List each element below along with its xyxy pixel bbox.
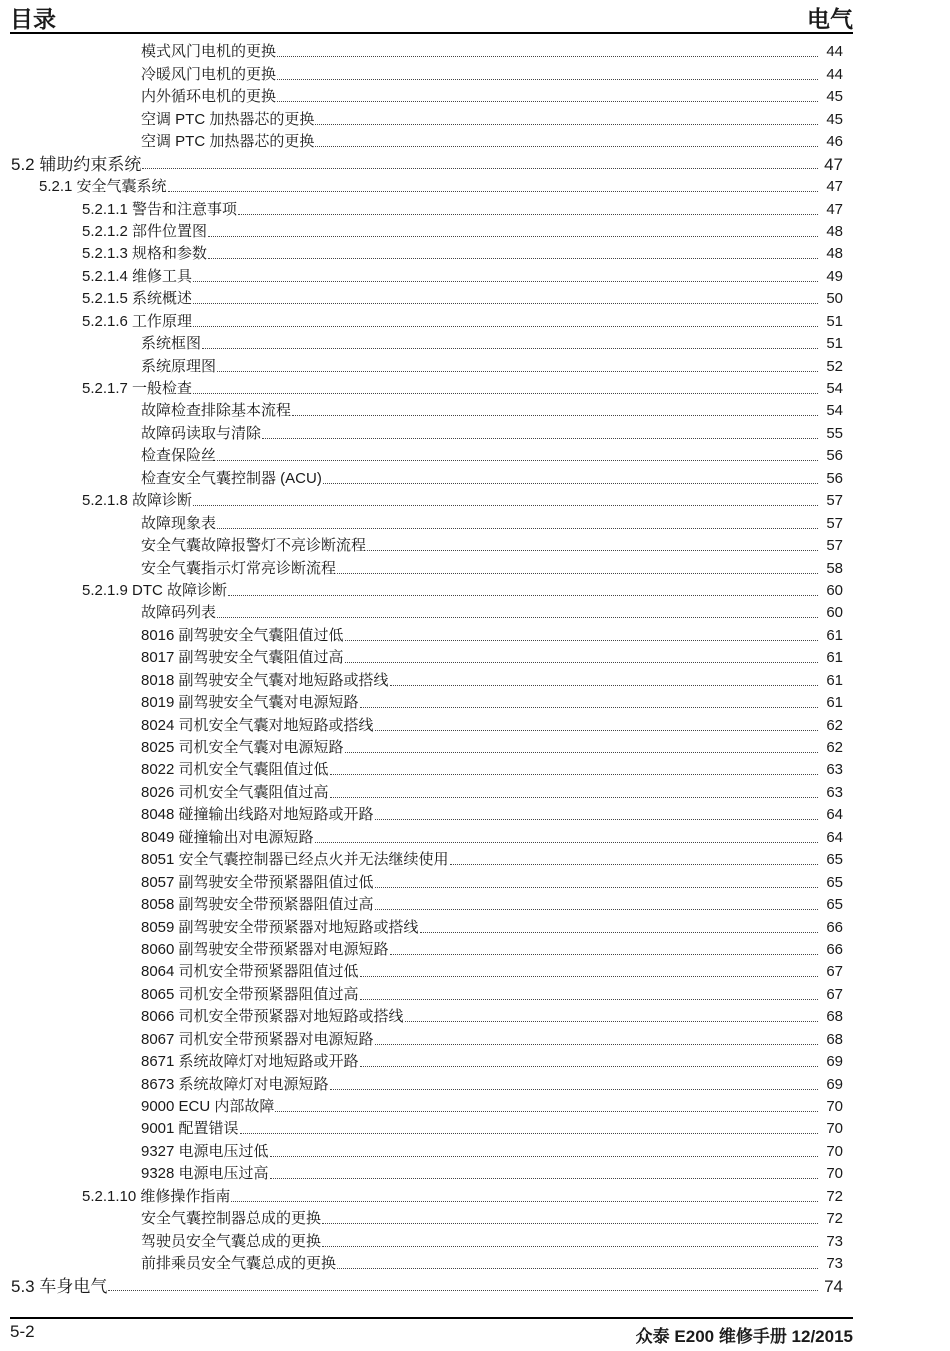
dot-leader	[323, 482, 818, 484]
toc-entry[interactable]	[141, 85, 843, 107]
toc-entry-page: 61	[826, 694, 843, 712]
toc-entry[interactable]	[141, 601, 843, 623]
toc-entry-page: 62	[826, 716, 843, 734]
toc-entry-title: 空调 PTC 加热器芯的更换	[141, 133, 315, 151]
toc-entry[interactable]	[141, 444, 843, 466]
dot-leader	[375, 886, 818, 888]
dot-leader	[330, 796, 818, 798]
toc-entry-title: 故障码列表	[141, 604, 217, 622]
dot-leader	[217, 459, 818, 461]
toc-entry-page: 72	[826, 1210, 843, 1228]
toc-entry-title: 8051 安全气囊控制器已经点火并无法继续使用	[141, 851, 449, 869]
toc-entry[interactable]	[141, 1207, 843, 1229]
toc-entry[interactable]	[141, 803, 843, 825]
header-section-label: 目录	[10, 6, 56, 32]
dot-leader	[420, 931, 818, 933]
toc-entry-page: 63	[826, 783, 843, 801]
toc-entry-title: 8057 副驾驶安全带预紧器阻值过低	[141, 873, 374, 891]
toc-entry-page: 45	[826, 88, 843, 106]
toc-entry[interactable]	[141, 780, 843, 802]
toc-entry-page: 48	[826, 245, 843, 263]
dot-leader	[262, 437, 818, 439]
toc-entry-page: 62	[826, 739, 843, 756]
toc-entry-title: 5.2.1.8 故障诊断	[82, 492, 193, 510]
toc-entry-title: 5.3 车身电气	[11, 1276, 108, 1296]
toc-entry-title: 9001 配置错误	[141, 1120, 239, 1138]
toc-entry-title: 8018 副驾驶安全气囊对地短路或搭线	[141, 671, 389, 689]
toc-entry[interactable]	[39, 175, 843, 197]
toc-entry-page: 47	[826, 178, 843, 196]
toc-entry-title: 5.2.1.3 规格和参数	[82, 245, 208, 263]
toc-entry-page: 60	[826, 581, 843, 599]
toc-entry[interactable]	[141, 1027, 843, 1049]
toc-entry-title: 驾驶员安全气囊总成的更换	[141, 1232, 322, 1250]
dot-leader	[337, 572, 818, 574]
toc-entry-page: 70	[826, 1142, 843, 1160]
toc-entry-title: 5.2.1.9 DTC 故障诊断	[82, 581, 228, 599]
toc-entry[interactable]	[82, 377, 843, 399]
toc-entry-page: 70	[826, 1120, 843, 1138]
toc-entry[interactable]	[141, 556, 843, 578]
toc-entry-title: 8058 副驾驶安全带预紧器阻值过高	[141, 896, 374, 914]
toc-entry[interactable]	[141, 870, 843, 892]
page-header	[10, 0, 853, 34]
toc-entry[interactable]	[141, 40, 843, 62]
toc-entry[interactable]	[141, 466, 843, 488]
toc-entry-title: 5.2.1.5 系统概述	[82, 290, 193, 308]
dot-leader	[193, 392, 818, 394]
toc-entry-page: 57	[826, 492, 843, 510]
toc-entry[interactable]	[141, 915, 843, 937]
dot-leader	[405, 1020, 818, 1022]
toc-entry-title: 8019 副驾驶安全气囊对电源短路	[141, 694, 359, 712]
toc-entry-page: 73	[826, 1255, 843, 1273]
toc-entry-title: 故障检查排除基本流程	[141, 402, 292, 420]
toc-entry-page: 57	[826, 537, 843, 555]
toc-entry[interactable]	[141, 848, 843, 870]
toc-entry-title: 8049 碰撞输出对电源短路	[141, 828, 314, 846]
toc-entry-page: 44	[826, 43, 843, 61]
toc-entry-page: 61	[826, 671, 843, 689]
toc-entry[interactable]	[141, 960, 843, 982]
dot-leader	[390, 684, 818, 686]
dot-leader	[322, 1245, 818, 1247]
toc-entry-title: 8025 司机安全气囊对电源短路	[141, 739, 344, 756]
dot-leader	[193, 302, 818, 304]
toc-entry-title: 故障现象表	[141, 514, 217, 532]
toc-entry-page: 49	[826, 267, 843, 285]
toc-entry-title: 8016 副驾驶安全气囊阻值过低	[141, 626, 344, 644]
toc-entry-page: 52	[826, 357, 843, 375]
dot-leader	[375, 1043, 818, 1045]
footer-page-number: 5-2	[10, 1322, 35, 1341]
toc-entry-title: 8022 司机安全气囊阻值过低	[141, 761, 329, 779]
toc-entry[interactable]	[141, 623, 843, 645]
dot-leader	[275, 1110, 818, 1112]
toc-entry[interactable]	[141, 938, 843, 960]
toc-entry[interactable]	[82, 197, 843, 219]
dot-leader	[360, 706, 818, 708]
toc-entry-page: 73	[826, 1232, 843, 1250]
toc-entry[interactable]	[141, 691, 843, 713]
dot-leader	[292, 414, 818, 416]
dot-leader	[360, 998, 818, 1000]
toc-entry-page: 55	[826, 424, 843, 442]
toc-entry[interactable]	[11, 1274, 843, 1296]
dot-leader	[360, 975, 818, 977]
toc-entry[interactable]	[82, 242, 843, 264]
toc-entry-title: 安全气囊故障报警灯不亮诊断流程	[141, 537, 367, 555]
toc-entry[interactable]	[141, 1252, 843, 1274]
toc-entry-page: 70	[826, 1165, 843, 1183]
toc-entry-title: 系统框图	[141, 335, 202, 353]
dot-leader	[231, 1200, 818, 1202]
toc-entry[interactable]	[141, 825, 843, 847]
dot-leader	[277, 55, 818, 57]
toc-entry-title: 空调 PTC 加热器芯的更换	[141, 110, 315, 128]
toc-entry-title: 8671 系统故障灯对地短路或开路	[141, 1053, 359, 1071]
toc-entry-page: 60	[826, 604, 843, 622]
toc-entry-title: 内外循环电机的更换	[141, 88, 277, 106]
toc-entry[interactable]	[141, 107, 843, 129]
dot-leader	[240, 1132, 818, 1134]
toc-entry-title: 模式风门电机的更换	[141, 43, 277, 61]
toc-entry[interactable]	[11, 152, 843, 174]
toc-entry[interactable]	[82, 220, 843, 242]
dot-leader	[193, 504, 818, 506]
dot-leader	[270, 1177, 818, 1179]
toc-entry[interactable]	[82, 264, 843, 286]
toc-entry-title: 5.2.1.10 维修操作指南	[82, 1187, 231, 1205]
toc-entry-page: 54	[826, 380, 843, 397]
toc-entry-title: 8017 副驾驶安全气囊阻值过高	[141, 649, 344, 667]
toc-entry-title: 9328 电源电压过高	[141, 1165, 269, 1183]
toc-entry[interactable]	[141, 668, 843, 690]
toc-entry[interactable]	[141, 1050, 843, 1072]
toc-entry-page: 65	[826, 873, 843, 891]
dot-leader	[217, 527, 818, 529]
toc-entry-page: 74	[824, 1276, 843, 1296]
dot-leader	[193, 280, 818, 282]
dot-leader	[315, 145, 818, 147]
dot-leader	[277, 78, 818, 80]
dot-leader	[360, 1065, 818, 1067]
dot-leader	[315, 841, 818, 843]
toc-entry[interactable]	[141, 982, 843, 1004]
toc-entry-page: 65	[826, 896, 843, 914]
toc-entry-page: 51	[826, 312, 843, 330]
toc-entry-title: 系统原理图	[141, 357, 217, 375]
dot-leader	[238, 213, 818, 215]
toc-entry-page: 48	[826, 222, 843, 240]
toc-entry-title: 5.2.1.2 部件位置图	[82, 222, 208, 240]
toc-entry-page: 50	[826, 290, 843, 308]
toc-entry[interactable]	[141, 1117, 843, 1139]
toc-entry-title: 5.2.1.4 维修工具	[82, 267, 193, 285]
toc-entry-title: 检查保险丝	[141, 447, 217, 465]
toc-entry[interactable]	[141, 1005, 843, 1027]
toc-entry-title: 安全气囊控制器总成的更换	[141, 1210, 322, 1228]
dot-leader	[277, 100, 818, 102]
toc-entry-page: 67	[826, 985, 843, 1003]
toc-entry-page: 66	[826, 918, 843, 936]
toc-entry[interactable]	[141, 534, 843, 556]
toc-entry[interactable]	[141, 736, 843, 758]
dot-leader	[228, 594, 818, 596]
footer-manual-title: 众泰 E200 维修手册 12/2015	[635, 1327, 853, 1346]
toc-entry-title: 8026 司机安全气囊阻值过高	[141, 783, 329, 801]
toc-entry[interactable]	[141, 62, 843, 84]
toc-entry[interactable]	[141, 1072, 843, 1094]
toc-entry[interactable]	[141, 332, 843, 354]
table-of-contents	[0, 40, 950, 1297]
toc-entry-title: 5.2.1 安全气囊系统	[39, 178, 167, 196]
toc-entry-title: 冷暖风门电机的更换	[141, 65, 277, 83]
toc-entry-page: 70	[826, 1098, 843, 1115]
dot-leader	[217, 370, 818, 372]
dot-leader	[217, 616, 818, 618]
toc-entry[interactable]	[141, 1095, 843, 1117]
dot-leader	[330, 1088, 818, 1090]
dot-leader	[390, 953, 818, 955]
toc-entry[interactable]	[82, 309, 843, 331]
dot-leader	[315, 123, 818, 125]
toc-entry[interactable]	[141, 646, 843, 668]
dot-leader	[450, 863, 818, 865]
toc-entry-title: 安全气囊指示灯常亮诊断流程	[141, 559, 337, 577]
toc-entry-page: 56	[826, 447, 843, 465]
toc-entry-title: 9327 电源电压过低	[141, 1142, 269, 1160]
dot-leader	[108, 1289, 818, 1291]
toc-entry-page: 58	[826, 559, 843, 577]
toc-entry-title: 5.2.1.7 一般检查	[82, 380, 193, 397]
toc-entry-page: 66	[826, 940, 843, 958]
dot-leader	[375, 908, 818, 910]
toc-entry-page: 68	[826, 1030, 843, 1048]
toc-entry[interactable]	[141, 1139, 843, 1161]
toc-entry[interactable]	[82, 287, 843, 309]
toc-entry-title: 5.2 辅助约束系统	[11, 154, 142, 174]
toc-entry[interactable]	[141, 511, 843, 533]
dot-leader	[345, 639, 818, 641]
dot-leader	[270, 1155, 818, 1157]
toc-entry-page: 61	[826, 626, 843, 644]
dot-leader	[330, 773, 818, 775]
toc-entry-title: 9000 ECU 内部故障	[141, 1098, 275, 1115]
toc-entry-title: 8060 副驾驶安全带预紧器对电源短路	[141, 940, 389, 958]
toc-entry[interactable]	[82, 579, 843, 601]
toc-entry-title: 故障码读取与清除	[141, 424, 262, 442]
toc-entry-page: 56	[826, 469, 843, 487]
toc-entry-page: 67	[826, 963, 843, 981]
toc-entry-title: 5.2.1.1 警告和注意事项	[82, 200, 238, 218]
toc-entry[interactable]	[82, 1184, 843, 1206]
toc-entry-page: 68	[826, 1008, 843, 1026]
toc-entry-title: 8673 系统故障灯对电源短路	[141, 1075, 329, 1093]
toc-entry-title: 8067 司机安全带预紧器对电源短路	[141, 1030, 374, 1048]
toc-entry[interactable]	[141, 354, 843, 376]
toc-entry-page: 54	[826, 402, 843, 420]
toc-entry-page: 47	[824, 154, 843, 174]
dot-leader	[375, 729, 818, 731]
dot-leader	[193, 325, 818, 327]
toc-entry[interactable]	[141, 130, 843, 152]
header-rule	[10, 32, 853, 34]
dot-leader	[345, 751, 818, 753]
dot-leader	[208, 235, 818, 237]
toc-entry-title: 前排乘员安全气囊总成的更换	[141, 1255, 337, 1273]
toc-entry-page: 46	[826, 133, 843, 151]
toc-entry[interactable]	[141, 399, 843, 421]
toc-entry-title: 8048 碰撞输出线路对地短路或开路	[141, 806, 374, 824]
toc-entry-page: 51	[826, 335, 843, 353]
toc-entry-title: 8024 司机安全气囊对地短路或搭线	[141, 716, 374, 734]
header-chapter-label: 电气	[807, 6, 853, 32]
toc-entry-page: 57	[826, 514, 843, 532]
toc-entry-title: 检查安全气囊控制器 (ACU)	[141, 469, 322, 487]
dot-leader	[322, 1222, 818, 1224]
toc-entry-title: 8066 司机安全带预紧器对地短路或搭线	[141, 1008, 404, 1026]
toc-entry[interactable]	[141, 1229, 843, 1251]
toc-entry-title: 8059 副驾驶安全带预紧器对地短路或搭线	[141, 918, 419, 936]
dot-leader	[142, 167, 818, 169]
toc-entry[interactable]	[141, 893, 843, 915]
toc-entry-title: 5.2.1.6 工作原理	[82, 312, 193, 330]
toc-entry-page: 47	[826, 200, 843, 218]
footer-rule	[10, 1317, 853, 1319]
toc-entry-page: 64	[826, 828, 843, 846]
dot-leader	[202, 347, 818, 349]
dot-leader	[208, 257, 818, 259]
toc-entry-page: 69	[826, 1053, 843, 1071]
toc-entry-title: 8064 司机安全带预紧器阻值过低	[141, 963, 359, 981]
toc-entry[interactable]	[141, 1162, 843, 1184]
dot-leader	[168, 190, 818, 192]
toc-entry-page: 69	[826, 1075, 843, 1093]
toc-entry-title: 8065 司机安全带预紧器阻值过高	[141, 985, 359, 1003]
toc-entry[interactable]	[141, 713, 843, 735]
toc-entry-page: 45	[826, 110, 843, 128]
toc-entry[interactable]	[141, 758, 843, 780]
toc-entry-page: 61	[826, 649, 843, 667]
toc-entry-page: 72	[826, 1187, 843, 1205]
toc-entry[interactable]	[141, 421, 843, 443]
dot-leader	[375, 818, 818, 820]
toc-entry-page: 44	[826, 65, 843, 83]
toc-entry-page: 65	[826, 851, 843, 869]
dot-leader	[345, 661, 818, 663]
toc-entry-page: 63	[826, 761, 843, 779]
toc-entry[interactable]	[82, 489, 843, 511]
toc-entry-page: 64	[826, 806, 843, 824]
dot-leader	[337, 1267, 818, 1269]
dot-leader	[367, 549, 818, 551]
